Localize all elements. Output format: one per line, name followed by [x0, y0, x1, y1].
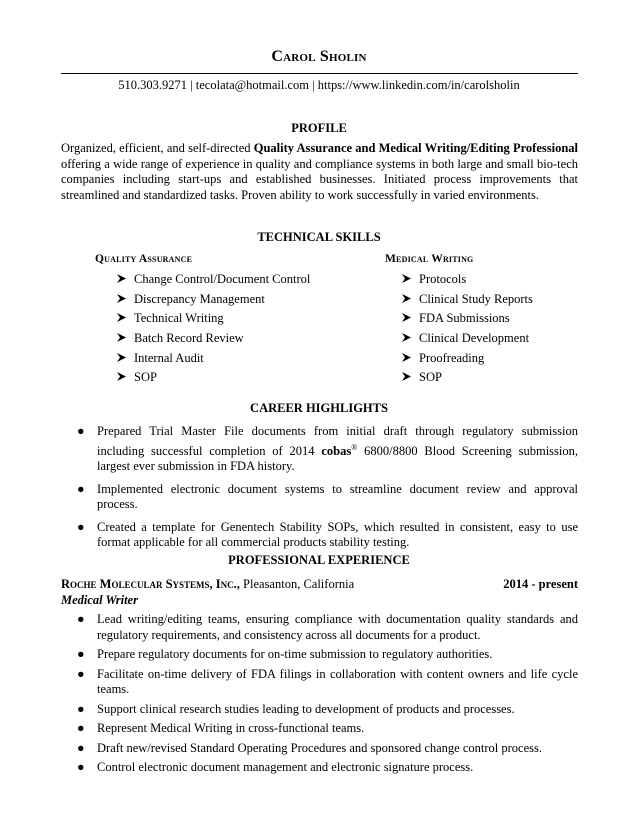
registered-mark: ® [351, 442, 358, 452]
candidate-name: Carol Sholin [271, 48, 367, 65]
skill-label: SOP [419, 370, 442, 385]
skill-item [402, 270, 533, 290]
skill-item [402, 309, 533, 329]
arrow-bullet-icon [117, 372, 126, 381]
bullet-icon: ● [77, 721, 85, 735]
skill-item [402, 290, 533, 310]
highlight-item [77, 481, 578, 513]
duty-text: Represent Medical Writing in cross-functional teams. [97, 721, 365, 735]
profile-heading: PROFILE [291, 121, 347, 135]
bullet-icon: ● [77, 424, 85, 438]
skill-label: Discrepancy Management [134, 291, 265, 306]
bullet-icon: ● [77, 612, 85, 626]
arrow-bullet-icon [117, 294, 126, 303]
skill-item [117, 309, 310, 329]
arrow-bullet-icon [402, 333, 411, 342]
bullet-icon: ● [77, 760, 85, 774]
highlight-text: Implemented electronic document systems to streamline document review and approval process. [97, 481, 578, 512]
duty-item [77, 740, 578, 757]
job-location: Pleasanton, California [239, 577, 355, 591]
skill-item [117, 349, 310, 369]
bullet-icon: ● [77, 647, 85, 661]
skill-item [117, 270, 310, 290]
highlight-text: Prepared Trial Master File documents from initial draft through regulatory submission including successful completion of 2014 [97, 424, 578, 458]
skills-list-qa [117, 270, 310, 388]
skill-label: Proofreading [419, 350, 485, 365]
skills-list-mw [402, 270, 533, 388]
skill-label: Clinical Development [419, 331, 530, 346]
profile-summary [61, 141, 578, 203]
bullet-icon: ● [77, 666, 85, 681]
arrow-bullet-icon [402, 294, 411, 303]
highlight-item [77, 519, 578, 551]
duty-text: Facilitate on-time delivery of FDA filings in collaboration with content owners and life cycle teams. [97, 666, 578, 696]
arrow-bullet-icon [402, 274, 411, 283]
skill-item [117, 290, 310, 310]
career-highlights-heading: CAREER HIGHLIGHTS [250, 401, 388, 415]
highlight-product-name: cobas [321, 443, 352, 458]
skill-label: Clinical Study Reports [419, 291, 533, 306]
skill-item [117, 368, 310, 388]
bullet-icon: ● [77, 701, 85, 716]
duty-text: Lead writing/editing teams, ensuring compliance with documentation quality standards and regulatory requirements, and consistency across all documents for a product. [97, 612, 578, 642]
bullet-icon: ● [77, 481, 85, 496]
skill-label: FDA Submissions [419, 311, 510, 326]
skill-label: Internal Audit [134, 350, 204, 365]
highlight-text: 6800/8800 Blood Screening submission, largest ever submission in FDA history. [97, 443, 578, 474]
arrow-bullet-icon [117, 313, 126, 322]
arrow-bullet-icon [117, 274, 126, 283]
career-highlights-list [77, 424, 578, 551]
duty-item [77, 647, 578, 663]
job-title: Medical Writer [61, 593, 138, 607]
skill-item [117, 329, 310, 349]
duty-item [77, 612, 578, 643]
job-dates: 2014 - present [503, 577, 578, 591]
highlight-item [77, 424, 578, 475]
bullet-icon: ● [77, 740, 85, 755]
contact-line: 510.303.9271 | tecolata@hotmail.com | https://www.linkedin.com/in/carolsholin [118, 78, 520, 92]
duty-item [77, 760, 578, 776]
skill-label: SOP [134, 370, 157, 385]
skill-label: Batch Record Review [134, 331, 244, 346]
duty-text: Control electronic document management and electronic signature process. [97, 760, 474, 774]
professional-experience-heading: PROFESSIONAL EXPERIENCE [228, 553, 410, 567]
bullet-icon: ● [77, 519, 85, 534]
header-divider [61, 73, 578, 74]
profile-text-end: offering a wide range of experience in quality and compliance systems in both large and small bio-tech companies including start-ups and established businesses. Initiated process improvements that streamlined and standardized tasks. Proven ability to work successfully in varied environments. [61, 156, 578, 202]
profile-text-bold: Quality Assurance and Medical Writing/Editing Professional [253, 141, 578, 155]
job-duties-list [77, 612, 578, 776]
technical-skills-heading: TECHNICAL SKILLS [257, 230, 381, 244]
skill-item [402, 329, 533, 349]
duty-text: Draft new/revised Standard Operating Procedures and sponsored change control process. [97, 740, 542, 755]
job-header [61, 577, 578, 592]
arrow-bullet-icon [402, 313, 411, 322]
duty-text: Prepare regulatory documents for on-time submission to regulatory authorities. [97, 647, 493, 661]
skill-label: Change Control/Document Control [134, 272, 311, 286]
profile-text-start: Organized, efficient, and self-directed [61, 141, 254, 155]
skills-column-heading-qa: Quality Assurance [95, 253, 193, 265]
skill-item [402, 368, 533, 388]
arrow-bullet-icon [117, 333, 126, 342]
duty-item [77, 701, 578, 718]
company-name: Roche Molecular Systems, Inc., [61, 577, 240, 591]
duty-item [77, 666, 578, 698]
skill-label: Technical Writing [134, 311, 224, 326]
arrow-bullet-icon [117, 353, 126, 362]
skill-item [402, 349, 533, 369]
duty-text: Support clinical research studies leading to development of products and processes. [97, 701, 515, 716]
arrow-bullet-icon [402, 353, 411, 362]
arrow-bullet-icon [402, 372, 411, 381]
duty-item [77, 721, 578, 737]
skill-label: Protocols [419, 272, 467, 286]
highlight-text: Created a template for Genentech Stability SOPs, which resulted in consistent, easy to use format applicable for all commercial products stability testing. [97, 519, 578, 550]
skills-column-heading-mw: Medical Writing [385, 253, 474, 265]
